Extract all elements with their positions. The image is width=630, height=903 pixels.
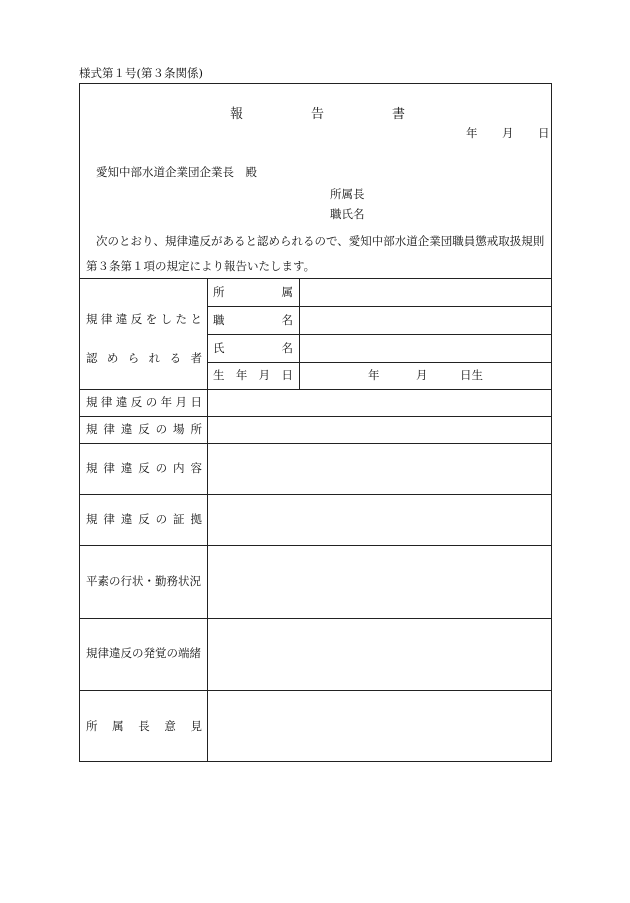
person-header-line-2: 認 め ら れ る 者 <box>86 351 202 365</box>
violation-content-value-field[interactable] <box>208 444 551 494</box>
title-char-2: 告 <box>311 107 325 122</box>
sender-affiliation-head: 所属長 <box>330 187 365 201</box>
violation-date-value-field[interactable] <box>208 390 551 416</box>
name-value-field[interactable] <box>300 335 551 362</box>
row-label-violation-evidence: 規 律 違 反 の 証 拠 <box>86 512 202 526</box>
row-label-violation-place: 規 律 違 反 の 場 所 <box>86 422 202 436</box>
violation-place-value-field[interactable] <box>208 417 551 443</box>
birth-month-unit: 月 <box>416 368 428 382</box>
row-label-discovery: 規律違反の発覚の端緒 <box>86 646 201 660</box>
violation-evidence-value-field[interactable] <box>208 495 551 545</box>
row-label-violation-date: 規 律 違 反 の 年 月 日 <box>86 395 202 409</box>
birth-day-unit: 日生 <box>460 368 483 382</box>
affiliation-value-field[interactable] <box>300 279 551 306</box>
date-year: 年 <box>466 126 478 140</box>
body-text-line-2: 第３条第１項の規定により報告いたします。 <box>86 259 316 273</box>
form-label: 様式第１号(第３条関係) <box>79 66 203 80</box>
conduct-value-field[interactable] <box>208 546 551 618</box>
field-label-name: 氏 名 <box>213 341 293 355</box>
date-month: 月 <box>502 126 514 140</box>
row-label-violation-content: 規 律 違 反 の 内 容 <box>86 461 202 475</box>
body-text-line-1: 次のとおり、規律違反があると認められるので、愛知中部水道企業団職員懲戒取扱規則 <box>96 234 545 248</box>
date-day: 日 <box>538 126 550 140</box>
birth-year-unit: 年 <box>368 368 380 382</box>
addressee: 愛知中部水道企業団企業長 殿 <box>96 165 257 179</box>
divider-name <box>207 362 552 363</box>
discovery-value-field[interactable] <box>208 619 551 690</box>
title-char-1: 報 <box>230 107 244 122</box>
field-label-affiliation: 所 属 <box>213 285 293 299</box>
row-label-supervisor-opinion: 所 属 長 意 見 <box>86 719 202 733</box>
field-label-birthdate: 生 年 月 日 <box>213 368 293 382</box>
sender-position-name: 職氏名 <box>330 207 365 221</box>
title-char-3: 書 <box>392 107 406 122</box>
person-header-line-1: 規 律 違 反 を し た と <box>86 312 202 326</box>
position-value-field[interactable] <box>300 307 551 334</box>
field-label-position: 職 名 <box>213 313 293 327</box>
row-label-conduct: 平素の行状・勤務状況 <box>86 574 201 588</box>
supervisor-opinion-value-field[interactable] <box>208 691 551 761</box>
